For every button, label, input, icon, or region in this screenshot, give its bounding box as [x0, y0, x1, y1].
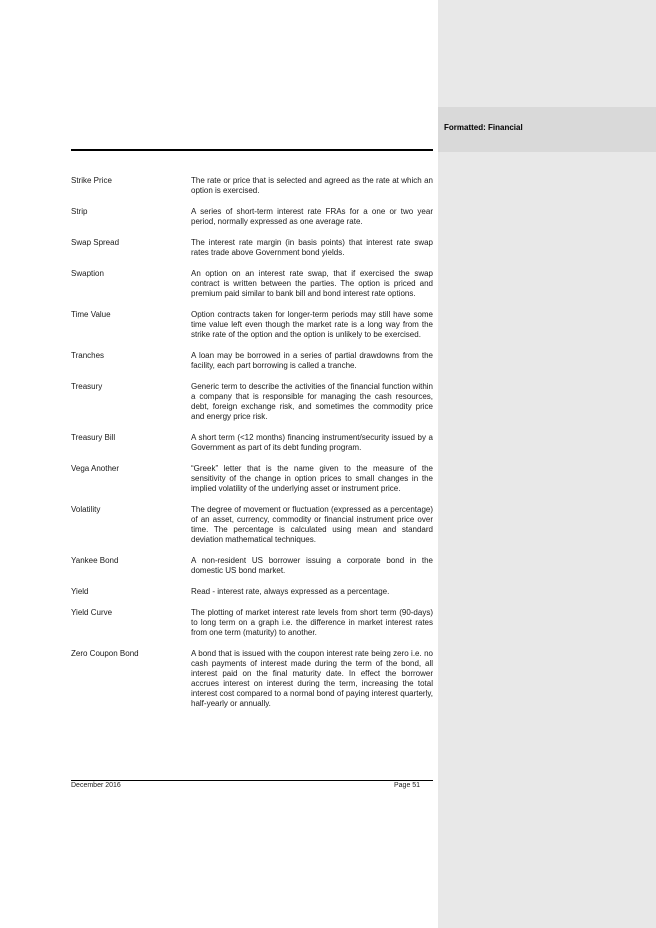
- glossary-definition: The rate or price that is selected and agreed as the rate at which an option is exercised.: [191, 176, 433, 195]
- glossary-entry: [71, 269, 433, 299]
- glossary-term: Time Value: [71, 310, 111, 319]
- glossary-definition: Option contracts taken for longer-term periods may still have some time value left even though the market rate is a long way from the strike rate of the option and the option is unlikely to be exercised.: [191, 310, 433, 339]
- glossary-definition: A short term (<12 months) financing instrument/security issued by a Government as part of its debt funding program.: [191, 433, 433, 452]
- formatting-balloon[interactable]: [438, 107, 656, 152]
- glossary-list: [71, 176, 433, 720]
- glossary-definition: Read - interest rate, always expressed as a percentage.: [191, 587, 390, 596]
- comment-pane: [438, 0, 656, 928]
- glossary-term: Treasury Bill: [71, 433, 116, 442]
- glossary-definition: The interest rate margin (in basis points) that interest rate swap rates trade above Government bond yields.: [191, 238, 433, 257]
- glossary-definition: An option on an interest rate swap, that if exercised the swap contract is written between the parties. The option is priced and premium paid similar to bank bill and bond interest rate options.: [191, 269, 433, 298]
- glossary-definition: The degree of movement or fluctuation (expressed as a percentage) of an asset, currency, commodity or financial instrument price over time. The percentage is calculated using mean and standard deviation mathematical techniques.: [191, 505, 433, 544]
- footer-rule: [71, 780, 433, 781]
- glossary-term: Yield: [71, 587, 89, 596]
- glossary-definition: A bond that is issued with the coupon interest rate being zero i.e. no cash payments of interest made during the term of the bond, all interest paid on the final maturity date. In effect the borrower accrues interest on interest during the term, increasing the total interest cost compared to a normal bond of paying interest quarterly, half-yearly or annually.: [191, 649, 433, 708]
- glossary-term: Vega Another: [71, 464, 120, 473]
- glossary-term: Yield Curve: [71, 608, 113, 617]
- glossary-term: Yankee Bond: [71, 556, 119, 565]
- glossary-term: Swap Spread: [71, 238, 120, 247]
- glossary-definition: Generic term to describe the activities of the financial function within a company that is responsible for managing the cash resources, debt, foreign exchange risk, and sometimes the commodity price and energy price risk.: [191, 382, 433, 421]
- glossary-entry: [71, 464, 433, 494]
- footer-page-number: Page 51: [394, 782, 421, 789]
- glossary-entry: [71, 505, 433, 545]
- glossary-term: Swaption: [71, 269, 104, 278]
- glossary-entry: [71, 207, 433, 227]
- glossary-definition: The plotting of market interest rate levels from short term (90-days) to long term on a graph i.e. the difference in market interest rates from one term (maturity) to another.: [191, 608, 433, 637]
- glossary-definition: A non-resident US borrower issuing a corporate bond in the domestic US bond market.: [191, 556, 433, 575]
- glossary-entry: [71, 382, 433, 422]
- glossary-definition: A series of short-term interest rate FRAs for a one or two year period, normally expressed as one average rate.: [191, 207, 433, 226]
- glossary-definition: “Greek” letter that is the name given to the measure of the sensitivity of the change in option prices to small changes in the implied volatility of the underlying asset or instrument price.: [191, 464, 433, 493]
- footer-date: December 2016: [71, 782, 121, 789]
- formatting-note: Formatted: Financial: [444, 123, 523, 132]
- glossary-entry: [71, 176, 433, 196]
- glossary-entry: [71, 238, 433, 258]
- header-rule: [71, 149, 433, 151]
- glossary-entry: [71, 649, 433, 709]
- glossary-entry: [71, 433, 433, 453]
- glossary-entry: [71, 556, 433, 576]
- glossary-term: Zero Coupon Bond: [71, 649, 139, 658]
- glossary-term: Strip: [71, 207, 88, 216]
- glossary-definition: A loan may be borrowed in a series of partial drawdowns from the facility, each part borrowing is called a tranche.: [191, 351, 433, 370]
- glossary-entry: [71, 351, 433, 371]
- glossary-entry: [71, 587, 433, 597]
- glossary-term: Volatility: [71, 505, 101, 514]
- glossary-term: Treasury: [71, 382, 103, 391]
- glossary-entry: [71, 310, 433, 340]
- glossary-entry: [71, 608, 433, 638]
- glossary-term: Strike Price: [71, 176, 112, 185]
- glossary-term: Tranches: [71, 351, 105, 360]
